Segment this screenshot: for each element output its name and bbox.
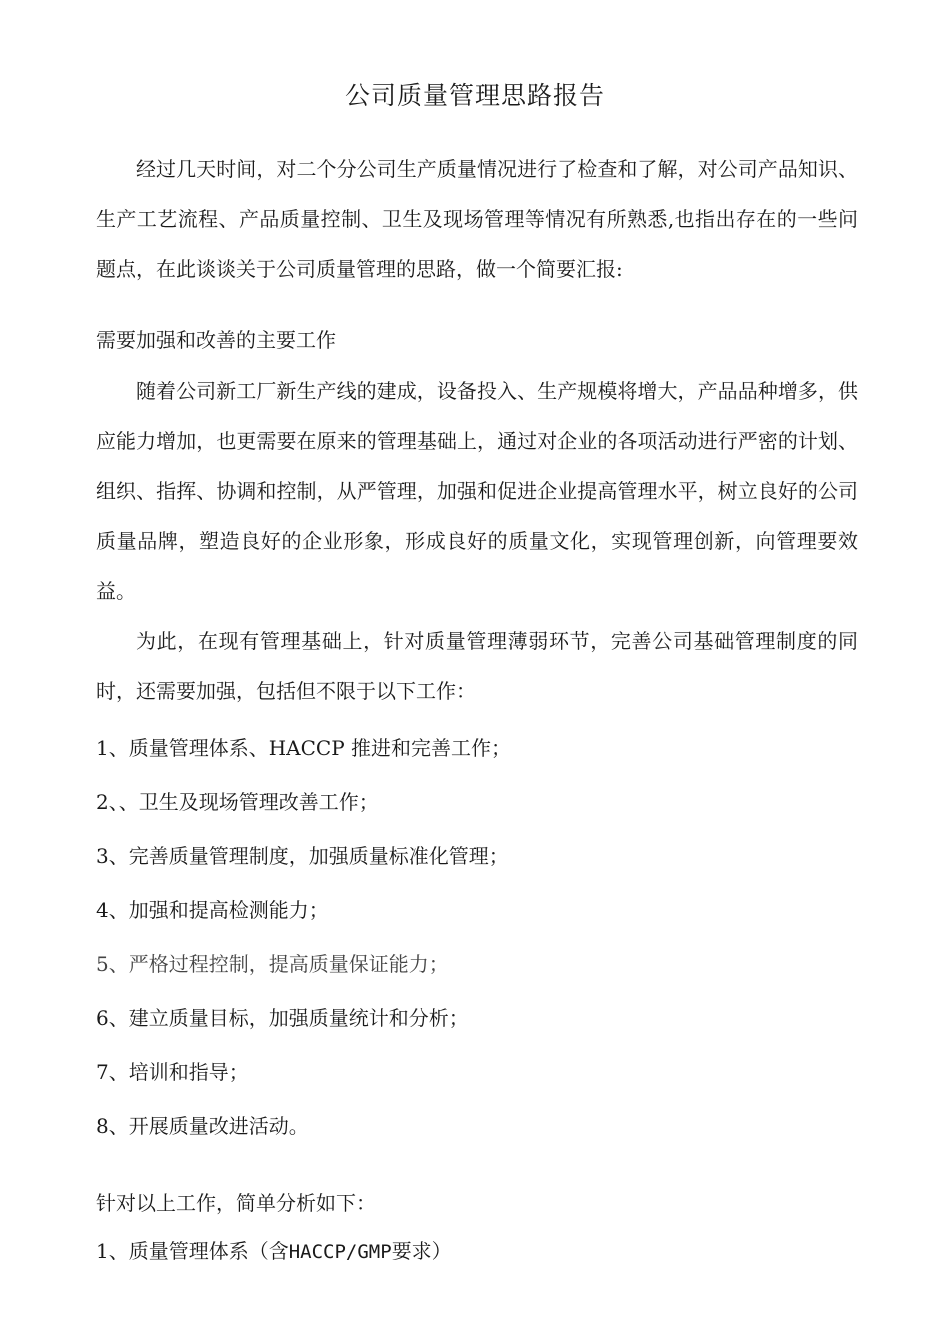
section-heading: 需要加强和改善的主要工作	[96, 328, 336, 352]
analysis-item-term: HACCP/GMP	[288, 1241, 392, 1263]
analysis-item-prefix: 1、质量管理体系（含	[96, 1239, 289, 1263]
development-paragraph: 随着公司新工厂新生产线的建成，设备投入、生产规模将增大，产品品种增多，供应能力增加，也更需要在原来的管理基础上，通过对企业的各项活动进行严密的计划、组织、指挥、协调和控制，从严管理，加强和促进企业提高管理水平，树立良好的公司质量品牌，塑造良好的企业形象，形成良好的质量文化，实现管理创新，向管理要效益。	[96, 379, 858, 603]
analysis-item-heading	[96, 1236, 858, 1267]
work-list-item: 6、建立质量目标，加强质量统计和分析；	[96, 1006, 469, 1030]
work-list-item: 8、开展质量改进活动。	[96, 1114, 309, 1138]
analysis-intro: 针对以上工作，简单分析如下：	[96, 1191, 376, 1215]
intro-paragraph: 经过几天时间，对二个分公司生产质量情况进行了检查和了解，对公司产品知识、生产工艺流程、产品质量控制、卫生及现场管理等情况有所熟悉,也指出存在的一些问题点，在此谈谈关于公司质量管理的思路，做一个简要汇报:	[96, 157, 858, 281]
analysis-item-suffix: 要求）	[391, 1239, 452, 1263]
work-list-item: 7、培训和指导；	[96, 1060, 249, 1084]
work-list-item: 1、质量管理体系、HACCP 推进和完善工作；	[96, 736, 512, 760]
work-list-item: 2、、卫生及现场管理改善工作；	[96, 790, 379, 814]
work-scope-paragraph: 为此，在现有管理基础上，针对质量管理薄弱环节，完善公司基础管理制度的同时，还需要加强，包括但不限于以下工作：	[96, 629, 858, 703]
work-list-item: 5、严格过程控制，提高质量保证能力；	[96, 952, 449, 976]
work-list-item: 3、完善质量管理制度，加强质量标准化管理；	[96, 844, 509, 868]
work-list-item: 4、加强和提高检测能力；	[96, 898, 329, 922]
document-title: 公司质量管理思路报告	[344, 81, 605, 110]
